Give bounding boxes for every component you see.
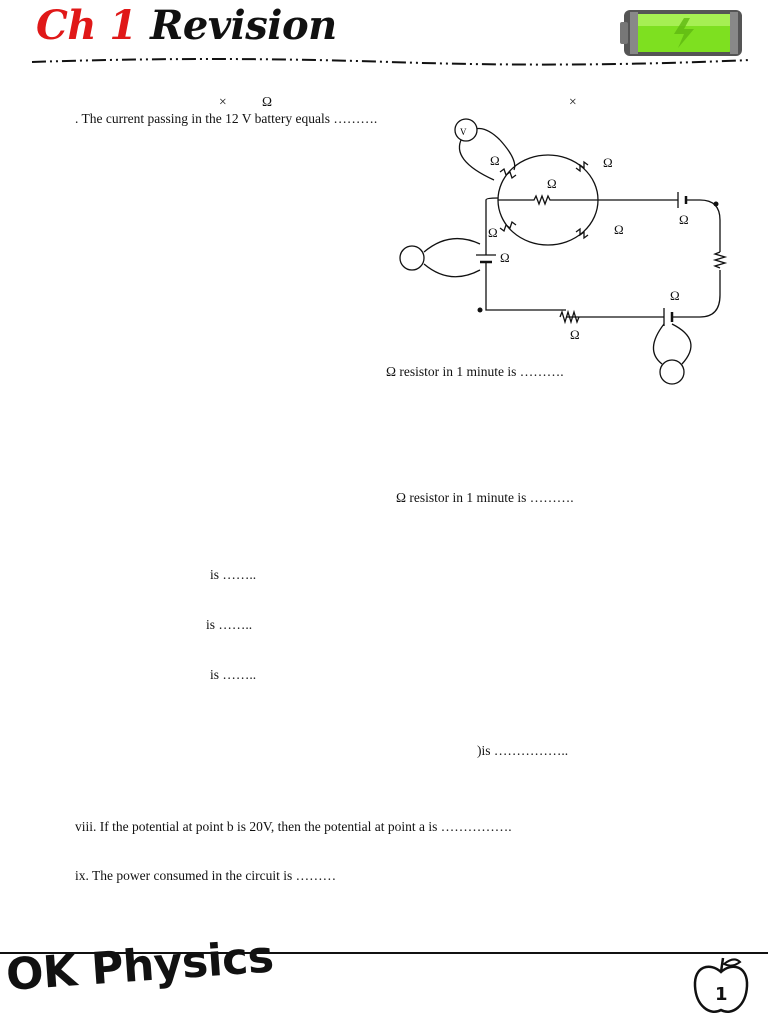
question-7: )is ……………..	[477, 743, 569, 758]
question-3: Ω resistor in 1 minute is ……….	[396, 490, 574, 505]
brand-logo: OK Physics	[4, 931, 275, 1001]
header-divider	[30, 52, 754, 72]
title-chapter: Ch 1	[36, 2, 137, 49]
circuit-diagram	[390, 110, 740, 390]
circuit-label: Ω	[500, 250, 510, 265]
page-number: 1	[715, 984, 728, 1005]
question-2: Ω resistor in 1 minute is ……….	[386, 364, 564, 379]
question-8: viii. If the potential at point b is 20V, then the potential at point a is …………….	[75, 819, 512, 834]
circuit-label: Ω	[547, 176, 557, 191]
question-6: is ……..	[210, 667, 257, 682]
times-symbol-2: ×	[569, 94, 577, 109]
circuit-label: Ω	[603, 155, 613, 170]
question-4: is ……..	[210, 567, 257, 582]
question-5: is ……..	[206, 617, 253, 632]
apple-icon	[690, 954, 752, 1020]
battery-icon	[620, 4, 746, 58]
circuit-label: Ω	[670, 288, 680, 303]
question-1: . The current passing in the 12 V battery equals ……….	[75, 111, 378, 126]
circuit-label: Ω	[614, 222, 624, 237]
omega-symbol: Ω	[262, 94, 273, 109]
times-symbol: ×	[219, 94, 227, 109]
circuit-label: Ω	[488, 225, 498, 240]
circuit-label: Ω	[679, 212, 689, 227]
svg-text:V: V	[460, 127, 467, 137]
question-9: ix. The power consumed in the circuit is ………	[75, 868, 337, 883]
circuit-label: Ω	[570, 327, 580, 342]
title-revision: Revision	[150, 2, 337, 49]
circuit-label: Ω	[490, 153, 500, 168]
page-title	[36, 2, 337, 49]
